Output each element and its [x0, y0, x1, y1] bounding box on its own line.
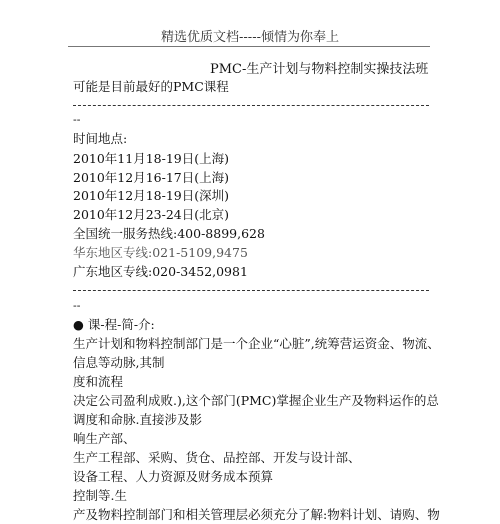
intro-line: 度和流程 [73, 374, 124, 389]
separator-tail: -- [73, 299, 81, 312]
intro-line: 设备工程、人力资源及财务成本预算 [73, 469, 274, 484]
header-divider [68, 46, 430, 47]
intro-line: 响生产部、 [73, 431, 136, 446]
session-item: 2010年12月18-19日(深圳) [73, 188, 230, 203]
contact-hotline: 全国统一服务热线:400-8899,628 [73, 226, 265, 241]
separator-line [73, 290, 429, 291]
session-item: 2010年12月16-17日(上海) [73, 170, 230, 185]
intro-line: 信息等动脉,其制 [73, 355, 165, 370]
page-header: 精选优质文档-----倾情为你奉上 [161, 30, 339, 45]
intro-line: 决定公司盈利成败.),这个部门(PMC)掌握企业生产及物料运作的总 [73, 393, 439, 408]
intro-line: 生产计划和物料控制部门是一个企业“心脏”,统筹营运资金、物流、 [73, 336, 440, 351]
contact-east-china: 华东地区专线:021-5109,9475 [73, 245, 248, 260]
intro-line: 控制等.生 [73, 488, 127, 503]
separator-line [73, 105, 429, 106]
intro-line: 产及物料控制部门和相关管理层必须充分了解:物料计划、请购、物 [73, 507, 440, 522]
session-item: 2010年11月18-19日(上海) [73, 151, 230, 166]
schedule-label: 时间地点: [73, 131, 128, 146]
intro-line: 调度和命脉.直接涉及影 [73, 412, 202, 427]
course-subtitle: 可能是目前最好的PMC课程 [73, 79, 229, 94]
separator-tail: -- [73, 113, 81, 126]
session-item: 2010年12月23-24日(北京) [73, 207, 230, 222]
intro-heading: ● 课-程-简-介: [73, 317, 155, 332]
course-title: PMC-生产计划与物料控制实操技法班 [210, 62, 429, 77]
intro-line: 生产工程部、采购、货仓、品控部、开发与设计部、 [73, 450, 361, 465]
contact-guangdong: 广东地区专线:020-3452,0981 [73, 264, 248, 279]
